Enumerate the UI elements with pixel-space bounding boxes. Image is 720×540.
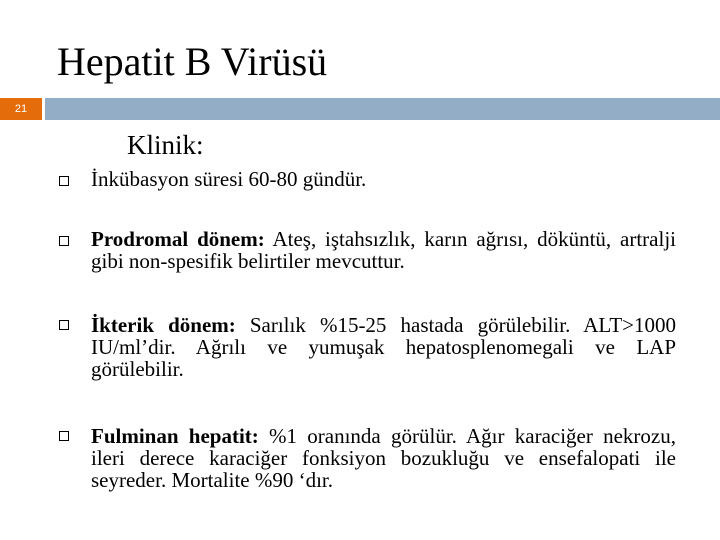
bullet-item-incubation <box>91 168 676 190</box>
bullet-square-icon <box>59 431 69 441</box>
section-heading: Klinik: <box>127 130 204 160</box>
bullet-text: İnkübasyon süresi 60-80 gündür. <box>91 167 367 191</box>
bullet-item-icteric <box>91 314 676 380</box>
bullet-bold-label: Fulminan hepatit: <box>91 424 259 448</box>
bullet-item-fulminant <box>91 425 676 491</box>
bullet-bold-label: Prodromal dönem: <box>91 227 265 251</box>
bullet-text: Ateş, iştahsızlık, karın ağrısı, döküntü, artralji gibi non-spesifik belirtiler mevcuttur. <box>91 227 676 273</box>
bullet-square-icon <box>59 236 69 246</box>
bullet-text: Sarılık %15-25 hastada görülebilir. ALT>1000 IU/ml’dir. Ağrılı ve yumuşak hepatosplenomegali ve LAP görülebilir. <box>91 313 676 381</box>
bullet-text: %1 oranında görülür. Ağır karaciğer nekrozu, ileri derece karaciğer fonksiyon bozukluğu ve ensefalopati ile seyreder. Mortalite %90 ‘dır. <box>91 424 676 492</box>
slide-title: Hepatit B Virüsü <box>57 39 328 84</box>
bullet-square-icon <box>59 320 69 330</box>
bullet-square-icon <box>59 176 69 186</box>
slide-number: 21 <box>0 98 42 120</box>
bullet-bold-label: İkterik dönem: <box>91 313 236 337</box>
bullet-item-prodromal <box>91 228 676 272</box>
